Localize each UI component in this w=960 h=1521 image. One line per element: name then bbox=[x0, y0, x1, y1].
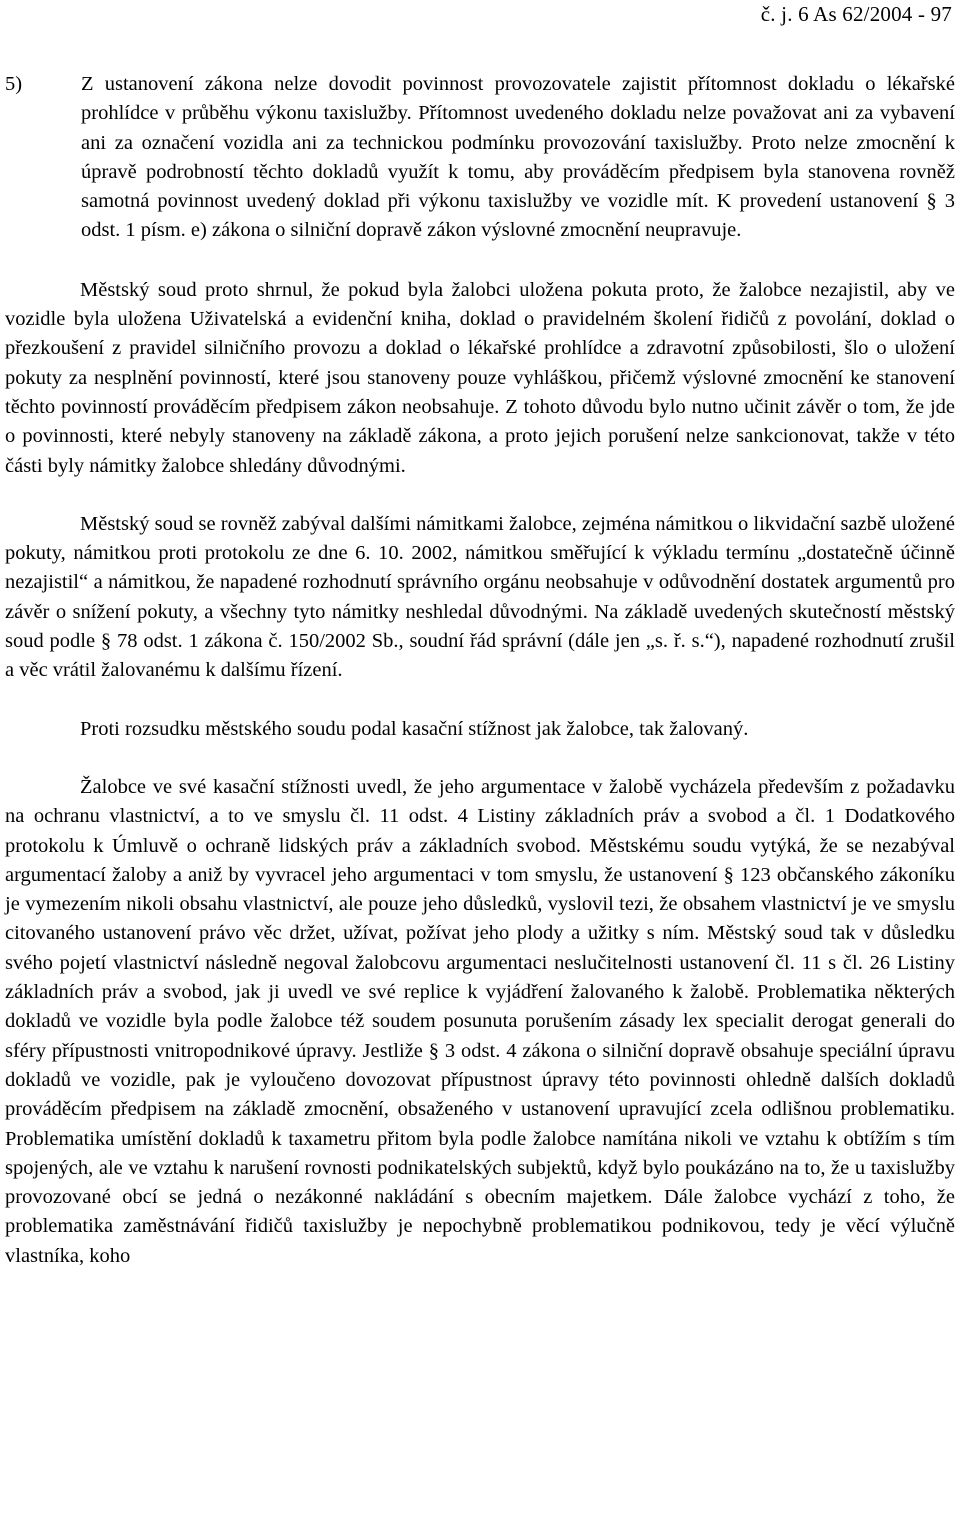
paragraph-plaintiff-complaint: Žalobce ve své kasační stížnosti uvedl, že jeho argumentace v žalobě vycházela především z požadavku na ochranu vlastnictví, a to ve smyslu čl. 11 odst. 4 Listiny základních práv a svobod a čl. 1 Dodatkového protokolu k Úmluvě o ochraně lidských práv a základních svobod. Městskému soudu vytýká, že se nezabýval argumentací žaloby a aniž by vyvracel jeho argumentaci v tom smyslu, že ustanovení § 123 občanského zákoníku je vymezením nikoli obsahu vlastnictví, ale pouze jeho důsledků, vyslovil tezi, že obsahem vlastnictví je ve smyslu citovaného ustanovení právo věc držet, užívat, požívat jeho plody a užitky s ním. Městský soud tak v důsledku svého pojetí vlastnictví následně negoval žalobcovu argumentaci neslučitelnosti ustanovení čl. 11 s čl. 26 Listiny základních práv a svobod, jak ji uvedl ve své replice k vyjádření žalovaného k žalobě. Problematika některých dokladů ve vozidle byla podle žalobce též soudem posunuta porušením zásady lex specialit derogat generali do sféry přípustnosti vnitropodnikové úpravy. Jestliže § 3 odst. 4 zákona o silniční dopravě obsahuje speciální úpravu dokladů ve vozidle, pak je vyloučeno dovozovat přípustnost úpravy této povinnosti ohledně dalších dokladů prováděcím předpisem na základě zmocnění, obsaženého v ustanovení upravující zcela odlišnou problematiku. Problematika umístění dokladů k taxametru přitom byla podle žalobce namítána nikoli ve vztahu k obtížím s tím spojených, ale ve vztahu k narušení rovnosti podnikatelských subjektů, když bylo poukázáno na to, že u taxislužby provozované obcí se jedná o nezákonné nakládání s obecním majetkem. Dále žalobce vychází z toho, že problematika zaměstnávání řidičů taxislužby je nepochybně problematikou podnikovou, tedy je věcí výlučně vlastníka, koho bbox=[5, 775, 955, 1267]
numbered-item-5 bbox=[5, 70, 955, 246]
paragraph-other-objections: Městský soud se rovněž zabýval dalšími námitkami žalobce, zejména námitkou o likvidační sazbě uložené pokuty, námitkou proti protokolu ze dne 6. 10. 2002, námitkou směřující k výkladu termínu „dostatečně účinně nezajistil“ a námitkou, že napadené rozhodnutí správního orgánu neobsahuje v odůvodnění dostatek argumentů pro závěr o snížení pokuty, a všechny tyto námitky neshledal důvodnými. Na základě uvedených skutečností městský soud podle § 78 odst. 1 zákona č. 150/2002 Sb., soudní řád správní (dále jen „s. ř. s.“), napadené rozhodnutí zrušil a věc vrátil žalovanému k dalšímu řízení. bbox=[5, 512, 955, 682]
paragraph-summary: Městský soud proto shrnul, že pokud byla žalobci uložena pokuta proto, že žalobce nezajistil, aby ve vozidle byla uložena Uživatelská a evidenční kniha, doklad o pravidelném školení řidičů z povolání, doklad o přezkoušení z pravidel silničního provozu a doklad o lékařské prohlídce a zdravotní způsobilosti, šlo o uložení pokuty za nesplnění povinností, které jsou stanoveny pouze vyhláškou, přičemž výslovné zmocnění ke stanovení těchto povinností prováděcím předpisem zákon neobsahuje. Z tohoto důvodu bylo nutno učinit závěr o tom, že jde o povinnosti, které nebyly stanoveny na základě zákona, a proto jejich porušení nelze sankcionovat, takže v této části byly námitky žalobce shledány důvodnými. bbox=[5, 278, 955, 477]
item-number: 5) bbox=[5, 73, 23, 95]
case-number-header: č. j. 6 As 62/2004 - 97 bbox=[760, 2, 952, 26]
item-5-text: Z ustanovení zákona nelze dovodit povinnost provozovatele zajistit přítomnost dokladu o lékařské prohlídce v průběhu výkonu taxislužby. Přítomnost uvedeného dokladu nelze považovat ani za vybavení ani za označení vozidla ani za technickou podmínku provozování taxislužby. Proto nelze zmocnění k úpravě podrobností těchto dokladů využít k tomu, aby prováděcím předpisem byla stanovena rovněž samotná povinnost uvedený doklad při výkonu taxislužby ve vozidle mít. K provedení ustanovení § 3 odst. 1 písm. e) zákona o silniční dopravě zákon výslovné zmocnění neupravuje. bbox=[81, 73, 955, 242]
paragraph-cassation-filed: Proti rozsudku městského soudu podal kasační stížnost jak žalobce, tak žalovaný. bbox=[80, 717, 749, 740]
document-body bbox=[5, 70, 955, 1271]
